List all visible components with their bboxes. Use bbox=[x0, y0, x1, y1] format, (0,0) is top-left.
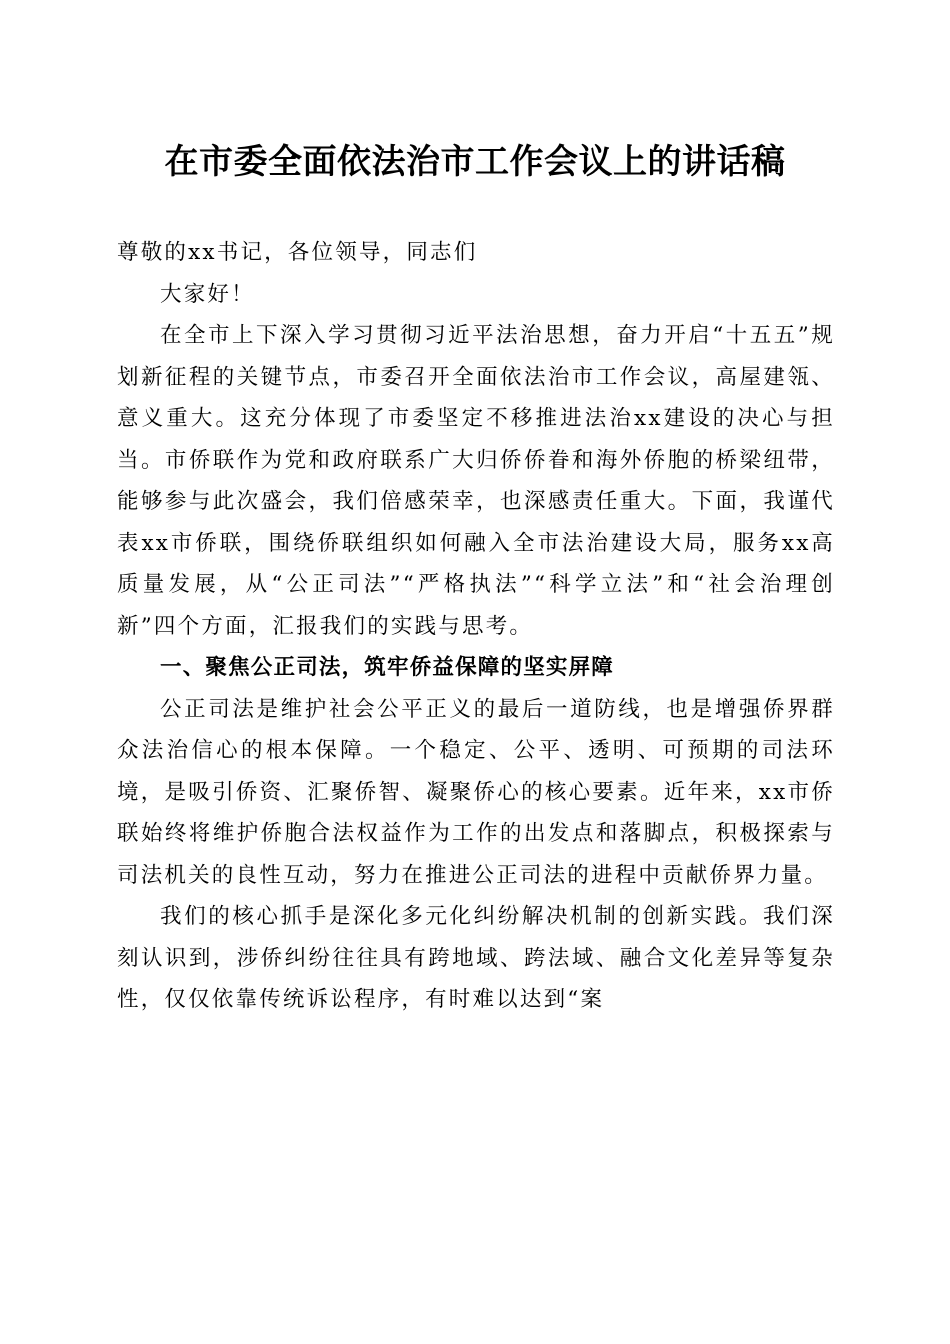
salutation: 尊敬的xx书记，各位领导，同志们 bbox=[117, 240, 478, 265]
paragraph-intro: 在全市上下深入学习贯彻习近平法治思想，奋力开启“十五五”规划新征程的关键节点，市委召开全面依法治市工作会议，高屋建瓴、意义重大。这充分体现了市委坚定不移推进法治xx建设的决心与担当。市侨联作为党和政府联系广大归侨侨眷和海外侨胞的桥梁纽带，能够参与此次盛会，我们倍感荣幸，也深感责任重大。下面，我谨代表xx市侨联，围绕侨联组织如何融入全市法治建设大局，服务xx高质量发展，从“公正司法”“严格执法”“科学立法”和“社会治理创新”四个方面，汇报我们的实践与思考。 bbox=[117, 323, 835, 639]
paragraph: 我们的核心抓手是深化多元化纠纷解决机制的创新实践。我们深刻认识到，涉侨纠纷往往具有跨地域、跨法域、融合文化差异等复杂性，仅仅依靠传统诉讼程序，有时难以达到“案 bbox=[117, 904, 835, 1012]
section-heading: 一、聚焦公正司法，筑牢侨益保障的坚实屏障 bbox=[160, 655, 615, 680]
document-body bbox=[117, 232, 835, 1021]
paragraph: 公正司法是维护社会公平正义的最后一道防线，也是增强侨界群众法治信心的根本保障。一个稳定、公平、透明、可预期的司法环境，是吸引侨资、汇聚侨智、凝聚侨心的核心要素。近年来，xx市侨联始终将维护侨胞合法权益作为工作的出发点和落脚点，积极探索与司法机关的良性互动，努力在推进公正司法的进程中贡献侨界力量。 bbox=[117, 696, 835, 888]
greeting: 大家好！ bbox=[160, 281, 255, 307]
document-title: 在市委全面依法治市工作会议上的讲话稿 bbox=[164, 142, 786, 182]
